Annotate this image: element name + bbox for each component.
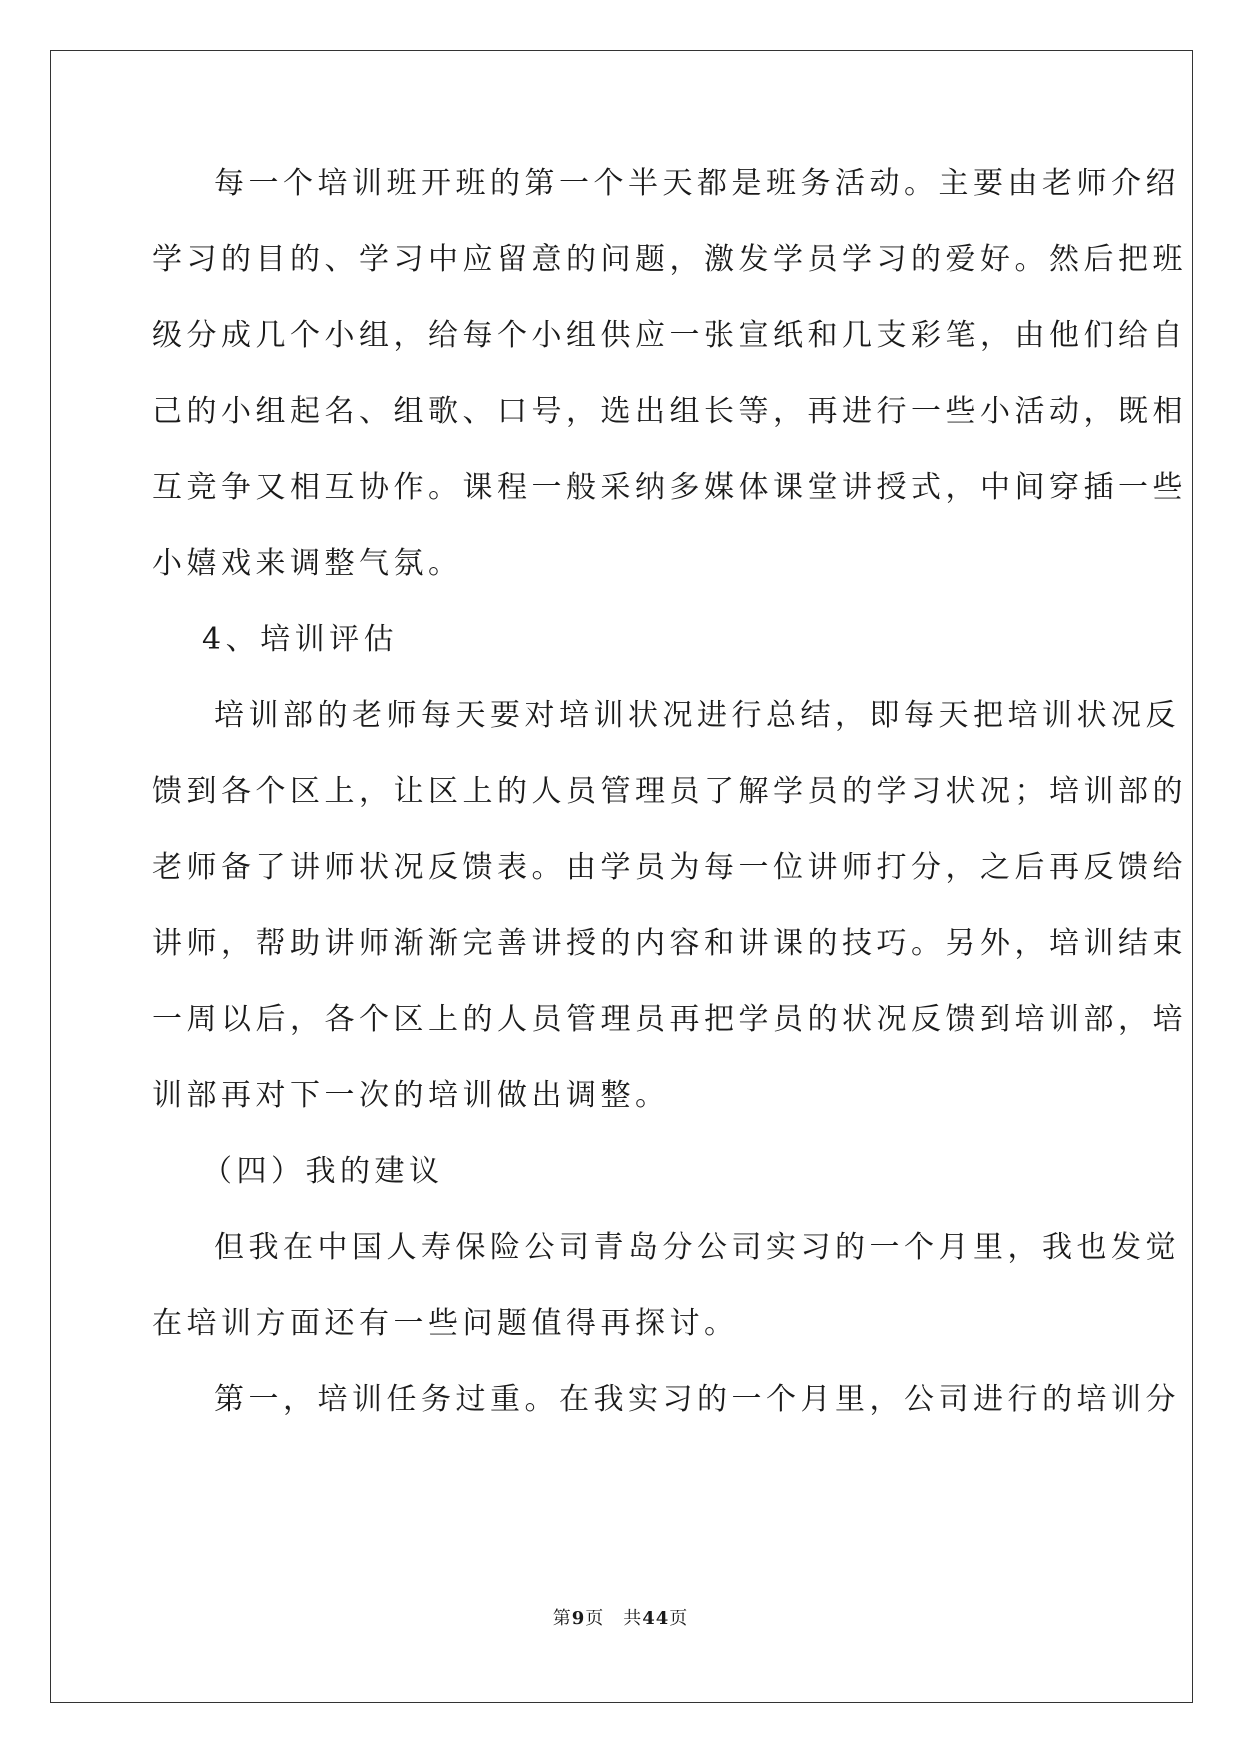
text-line: 级分成几个小组，给每个小组供应一张宣纸和几支彩笔，由他们给自 <box>152 318 1187 353</box>
text-line: 互竞争又相互协作。课程一般采纳多媒体课堂讲授式，中间穿插一些 <box>152 470 1187 505</box>
section-heading: 4、培训评估 <box>202 622 399 657</box>
section-heading: （四）我的建议 <box>202 1154 444 1189</box>
text-line: 每一个培训班开班的第一个半天都是班务活动。主要由老师介绍 <box>214 166 1180 201</box>
text-line: 学习的目的、学习中应留意的问题，激发学员学习的爱好。然后把班 <box>152 242 1187 277</box>
text-line: 培训部的老师每天要对培训状况进行总结，即每天把培训状况反 <box>214 698 1180 733</box>
footer-mid: 页 共 <box>585 1608 643 1629</box>
text-line: 在培训方面还有一些问题值得再探讨。 <box>152 1306 739 1341</box>
document-body <box>152 154 1187 1446</box>
text-line: 小嬉戏来调整气氛。 <box>152 546 463 581</box>
text-line: 训部再对下一次的培训做出调整。 <box>152 1078 670 1113</box>
page-footer <box>0 1604 1241 1630</box>
total-page-count: 44 <box>642 1608 670 1629</box>
text-line: 讲师，帮助讲师渐渐完善讲授的内容和讲课的技巧。另外，培训结束 <box>152 926 1187 961</box>
text-line: 但我在中国人寿保险公司青岛分公司实习的一个月里，我也发觉 <box>214 1230 1180 1265</box>
text-line: 老师备了讲师状况反馈表。由学员为每一位讲师打分，之后再反馈给 <box>152 850 1187 885</box>
footer-prefix: 第 <box>552 1608 572 1629</box>
current-page-number: 9 <box>571 1608 586 1629</box>
text-line: 一周以后，各个区上的人员管理员再把学员的状况反馈到培训部，培 <box>152 1002 1187 1037</box>
footer-suffix: 页 <box>669 1608 689 1629</box>
text-line: 己的小组起名、组歌、口号，选出组长等，再进行一些小活动，既相 <box>152 394 1187 429</box>
text-line: 馈到各个区上，让区上的人员管理员了解学员的学习状况；培训部的 <box>152 774 1187 809</box>
text-line: 第一，培训任务过重。在我实习的一个月里，公司进行的培训分 <box>214 1382 1180 1417</box>
